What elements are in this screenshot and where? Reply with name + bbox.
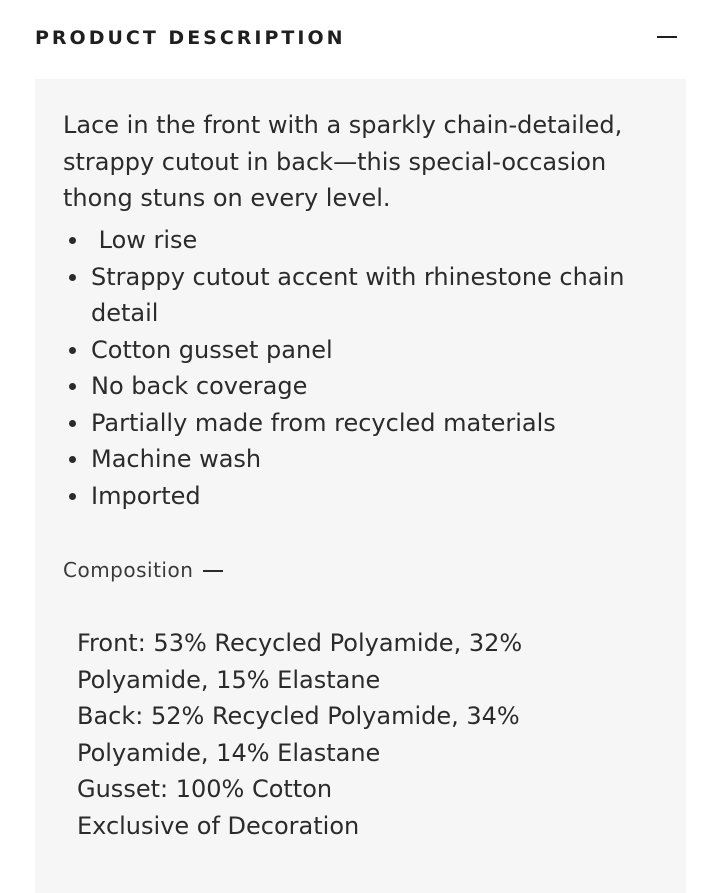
list-item xyxy=(63,405,663,442)
feature-text: No back coverage xyxy=(91,372,308,400)
list-item xyxy=(63,368,663,405)
bullet-icon xyxy=(69,456,76,463)
list-item xyxy=(63,222,663,259)
bullet-icon xyxy=(69,274,76,281)
composition-line-back: Back: 52% Recycled Polyamide, 34% Polyamide, 14% Elastane xyxy=(77,702,520,767)
composition-line-decoration: Exclusive of Decoration xyxy=(77,811,360,840)
feature-text: Imported xyxy=(91,481,201,510)
composition-line-front: Front: 53% Recycled Polyamide, 32% Polyamide, 15% Elastane xyxy=(77,629,523,694)
feature-text: Partially made from recycled materials xyxy=(91,408,556,437)
list-item xyxy=(63,441,663,478)
description-panel xyxy=(35,79,686,893)
bullet-icon xyxy=(69,420,76,427)
collapse-button[interactable] xyxy=(652,25,682,49)
feature-text: Low rise xyxy=(91,226,198,254)
list-item xyxy=(63,478,663,515)
composition-details xyxy=(77,625,637,844)
section-title: PRODUCT DESCRIPTION xyxy=(35,27,346,49)
feature-text: Cotton gusset panel xyxy=(91,335,333,364)
bullet-icon xyxy=(69,383,76,390)
composition-toggle[interactable] xyxy=(63,555,223,585)
bullet-icon xyxy=(69,493,76,500)
description-intro: Lace in the front with a sparkly chain-detailed, strappy cutout in back—this special-occasion thong stuns on every level. xyxy=(63,111,623,212)
bullet-icon xyxy=(69,237,76,244)
minus-icon xyxy=(657,36,677,38)
list-item xyxy=(63,259,663,332)
product-description-header[interactable] xyxy=(0,0,720,78)
feature-text: Strappy cutout accent with rhinestone chain detail xyxy=(91,262,625,327)
composition-label: Composition xyxy=(63,558,194,582)
minus-icon xyxy=(203,570,223,572)
composition-line-gusset: Gusset: 100% Cotton xyxy=(77,775,333,803)
feature-list xyxy=(63,222,663,514)
bullet-icon xyxy=(69,347,76,354)
list-item xyxy=(63,332,663,369)
feature-text: Machine wash xyxy=(91,445,262,473)
